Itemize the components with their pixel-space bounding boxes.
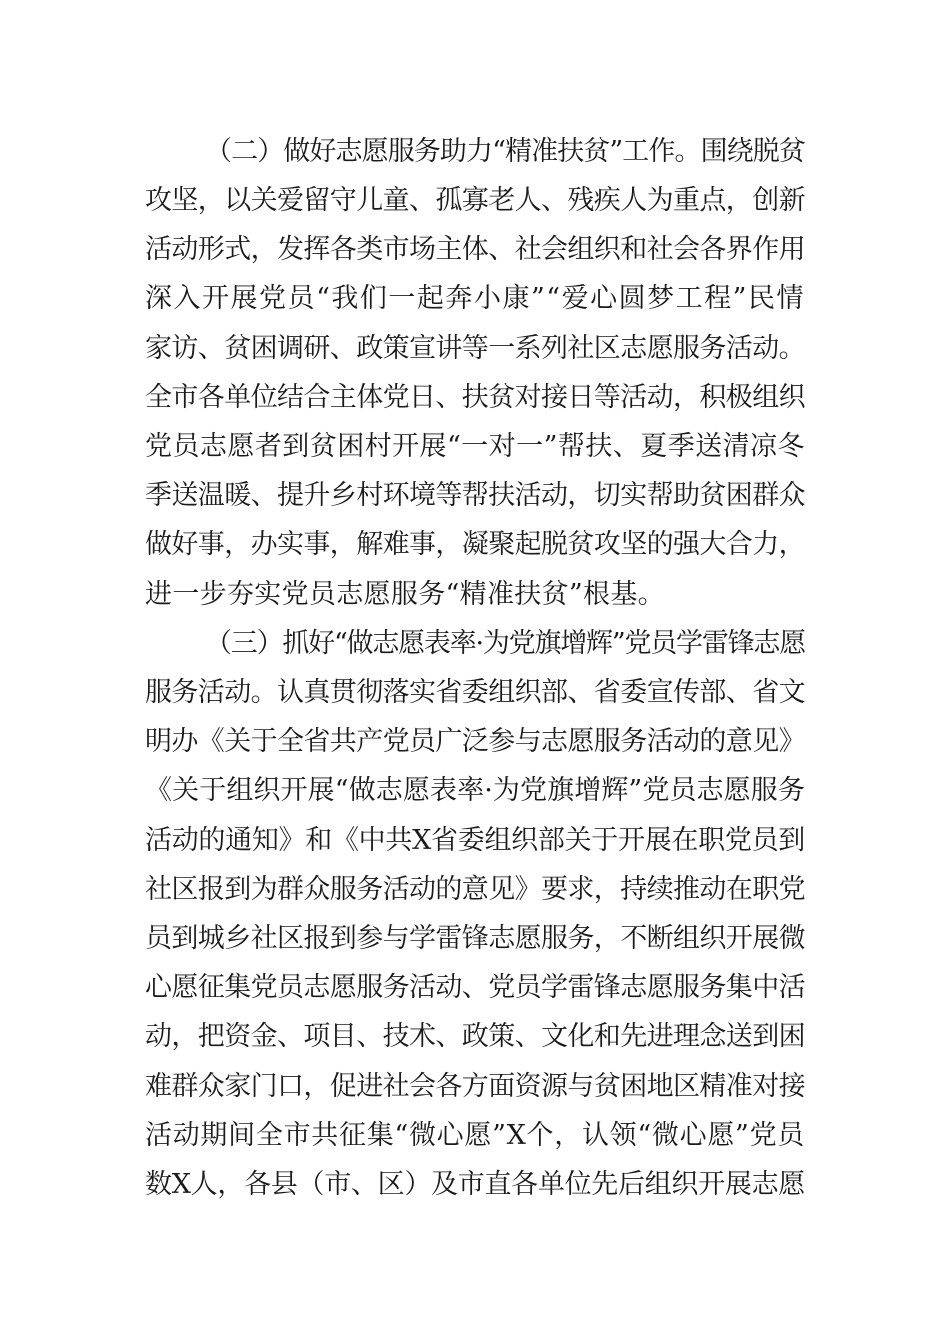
text-line: 难群众家门口，促进社会各方面资源与贫困地区精准对接 (145, 1071, 805, 1102)
text-line: 服务活动。认真贯彻落实省委组织部、省委宣传部、省文 (145, 677, 805, 708)
text-line: 进一步夯实党员志愿服务“精准扶贫”根基。 (145, 579, 665, 610)
text-line: 明办《关于全省共产党员广泛参与志愿服务活动的意见》 (145, 726, 805, 757)
text-line: 员到城乡社区报到参与学雷锋志愿服务，不断组织开展微 (145, 923, 805, 954)
text-line: 数X人，各县（市、区）及市直各单位先后组织开展志愿 (145, 1169, 805, 1200)
text-line: 动，把资金、项目、技术、政策、文化和先进理念送到困 (145, 1021, 805, 1052)
text-line: （二）做好志愿服务助力“精准扶贫”工作。围绕脱贫 (205, 136, 805, 167)
text-line: 全市各单位结合主体党日、扶贫对接日等活动，积极组织 (145, 382, 805, 413)
text-line: 活动期间全市共征集“微心愿”X个，认领“微心愿”党员 (145, 1120, 805, 1151)
text-line: 心愿征集党员志愿服务活动、党员学雷锋志愿服务集中活 (145, 972, 805, 1003)
text-line: 活动形式，发挥各类市场主体、社会组织和社会各界作用 (145, 234, 805, 265)
text-line: 季送温暖、提升乡村环境等帮扶活动，切实帮助贫困群众 (145, 480, 805, 511)
text-line: 活动的通知》和《中共X省委组织部关于开展在职党员到 (145, 825, 805, 856)
text-line: 深入开展党员“我们一起奔小康”“爱心圆梦工程”民情 (145, 283, 805, 314)
text-line: 家访、贫困调研、政策宣讲等一系列社区志愿服务活动。 (145, 333, 805, 364)
text-line: 做好事，办实事，解难事，凝聚起脱贫攻坚的强大合力， (145, 529, 805, 560)
text-line: 攻坚，以关爱留守儿童、孤寡老人、残疾人为重点，创新 (145, 185, 805, 216)
text-line: 《关于组织开展“做志愿表率·为党旗增辉”党员志愿服务 (145, 775, 805, 806)
text-line: 社区报到为群众服务活动的意见》要求，持续推动在职党 (145, 874, 805, 905)
text-line: 党员志愿者到贫困村开展“一对一”帮扶、夏季送清凉冬 (145, 431, 805, 462)
text-line: （三）抓好“做志愿表率·为党旗增辉”党员学雷锋志愿 (205, 628, 805, 659)
